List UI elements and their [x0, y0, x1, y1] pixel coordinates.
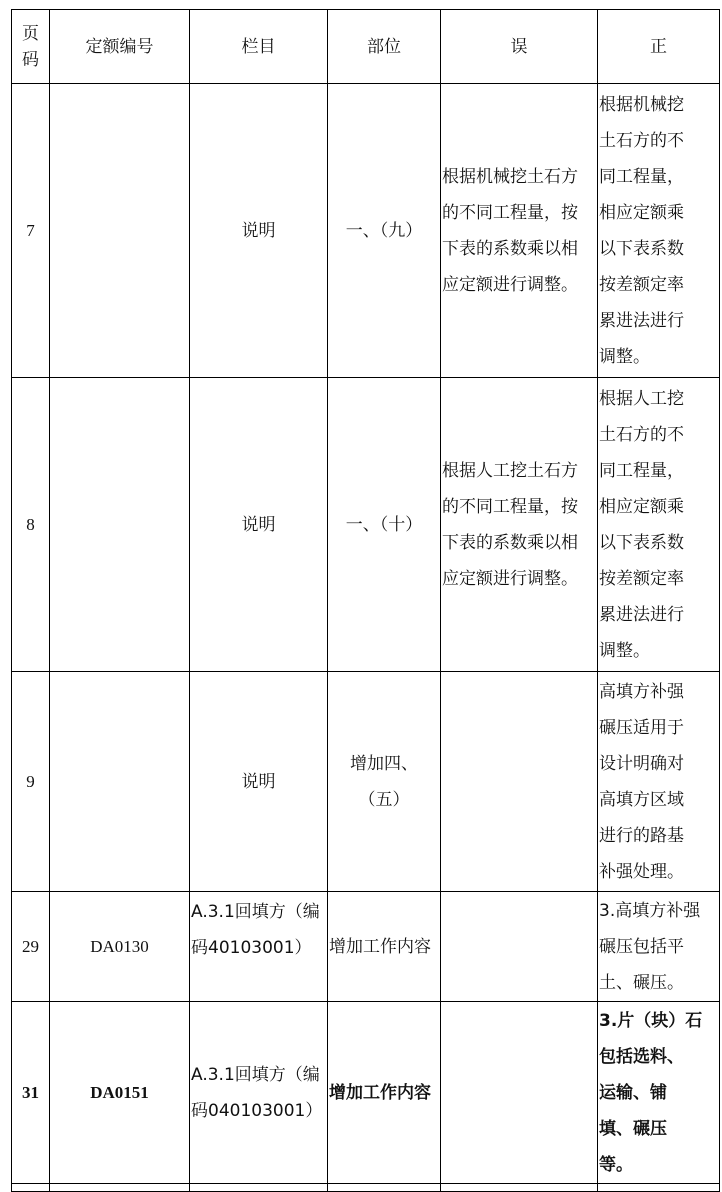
cell-right: 3.片（块）石 包括选料、 运输、铺 填、碾压 等。 — [598, 1002, 720, 1184]
header-position: 部位 — [328, 10, 441, 84]
table-row-cut — [12, 1184, 720, 1192]
cell-column: 说明 — [190, 672, 328, 892]
table-row — [12, 672, 720, 892]
cell-position: 增加工作内容 — [328, 1002, 441, 1184]
cell-wrong — [441, 1002, 598, 1184]
header-page: 页码 — [12, 10, 50, 84]
cell-code: DA0130 — [50, 892, 190, 1002]
cell-position: 一、（九） — [328, 84, 441, 378]
cell-code — [50, 378, 190, 672]
cell-right: 根据机械挖 土石方的不 同工程量， 相应定额乘 以下表系数 按差额定率 累进法进行 调整。 — [598, 84, 720, 378]
cell-column: 说明 — [190, 84, 328, 378]
cell-wrong — [441, 672, 598, 892]
table-row — [12, 378, 720, 672]
header-wrong: 误 — [441, 10, 598, 84]
cell-right: 3.高填方补强 碾压包括平 土、碾压。 — [598, 892, 720, 1002]
cell-wrong — [441, 892, 598, 1002]
cell-wrong: 根据机械挖土石方 的不同工程量，按 下表的系数乘以相 应定额进行调整。 — [441, 84, 598, 378]
cell-page: 29 — [12, 892, 50, 1002]
table-row — [12, 84, 720, 378]
header-right: 正 — [598, 10, 720, 84]
header-column: 栏目 — [190, 10, 328, 84]
cell-code: DA0151 — [50, 1002, 190, 1184]
cell-code — [50, 84, 190, 378]
cell-column: A.3.1回填方（编 码040103001） — [190, 1002, 328, 1184]
cell-page: 9 — [12, 672, 50, 892]
table-row — [12, 1002, 720, 1184]
cell-page: 8 — [12, 378, 50, 672]
cell-position: 增加工作内容 — [328, 892, 441, 1002]
cell-wrong: 根据人工挖土石方 的不同工程量，按 下表的系数乘以相 应定额进行调整。 — [441, 378, 598, 672]
errata-table — [11, 9, 720, 1192]
cell-column: A.3.1回填方（编 码40103001） — [190, 892, 328, 1002]
header-row — [12, 10, 720, 84]
cell-page: 7 — [12, 84, 50, 378]
cell-page: 31 — [12, 1002, 50, 1184]
cell-right: 根据人工挖 土石方的不 同工程量， 相应定额乘 以下表系数 按差额定率 累进法进行 调整。 — [598, 378, 720, 672]
cell-right: 高填方补强 碾压适用于 设计明确对 高填方区域 进行的路基 补强处理。 — [598, 672, 720, 892]
cell-code — [50, 672, 190, 892]
cell-column: 说明 — [190, 378, 328, 672]
cell-position: 一、（十） — [328, 378, 441, 672]
table-row — [12, 892, 720, 1002]
header-code: 定额编号 — [50, 10, 190, 84]
cell-position: 增加四、 （五） — [328, 672, 441, 892]
